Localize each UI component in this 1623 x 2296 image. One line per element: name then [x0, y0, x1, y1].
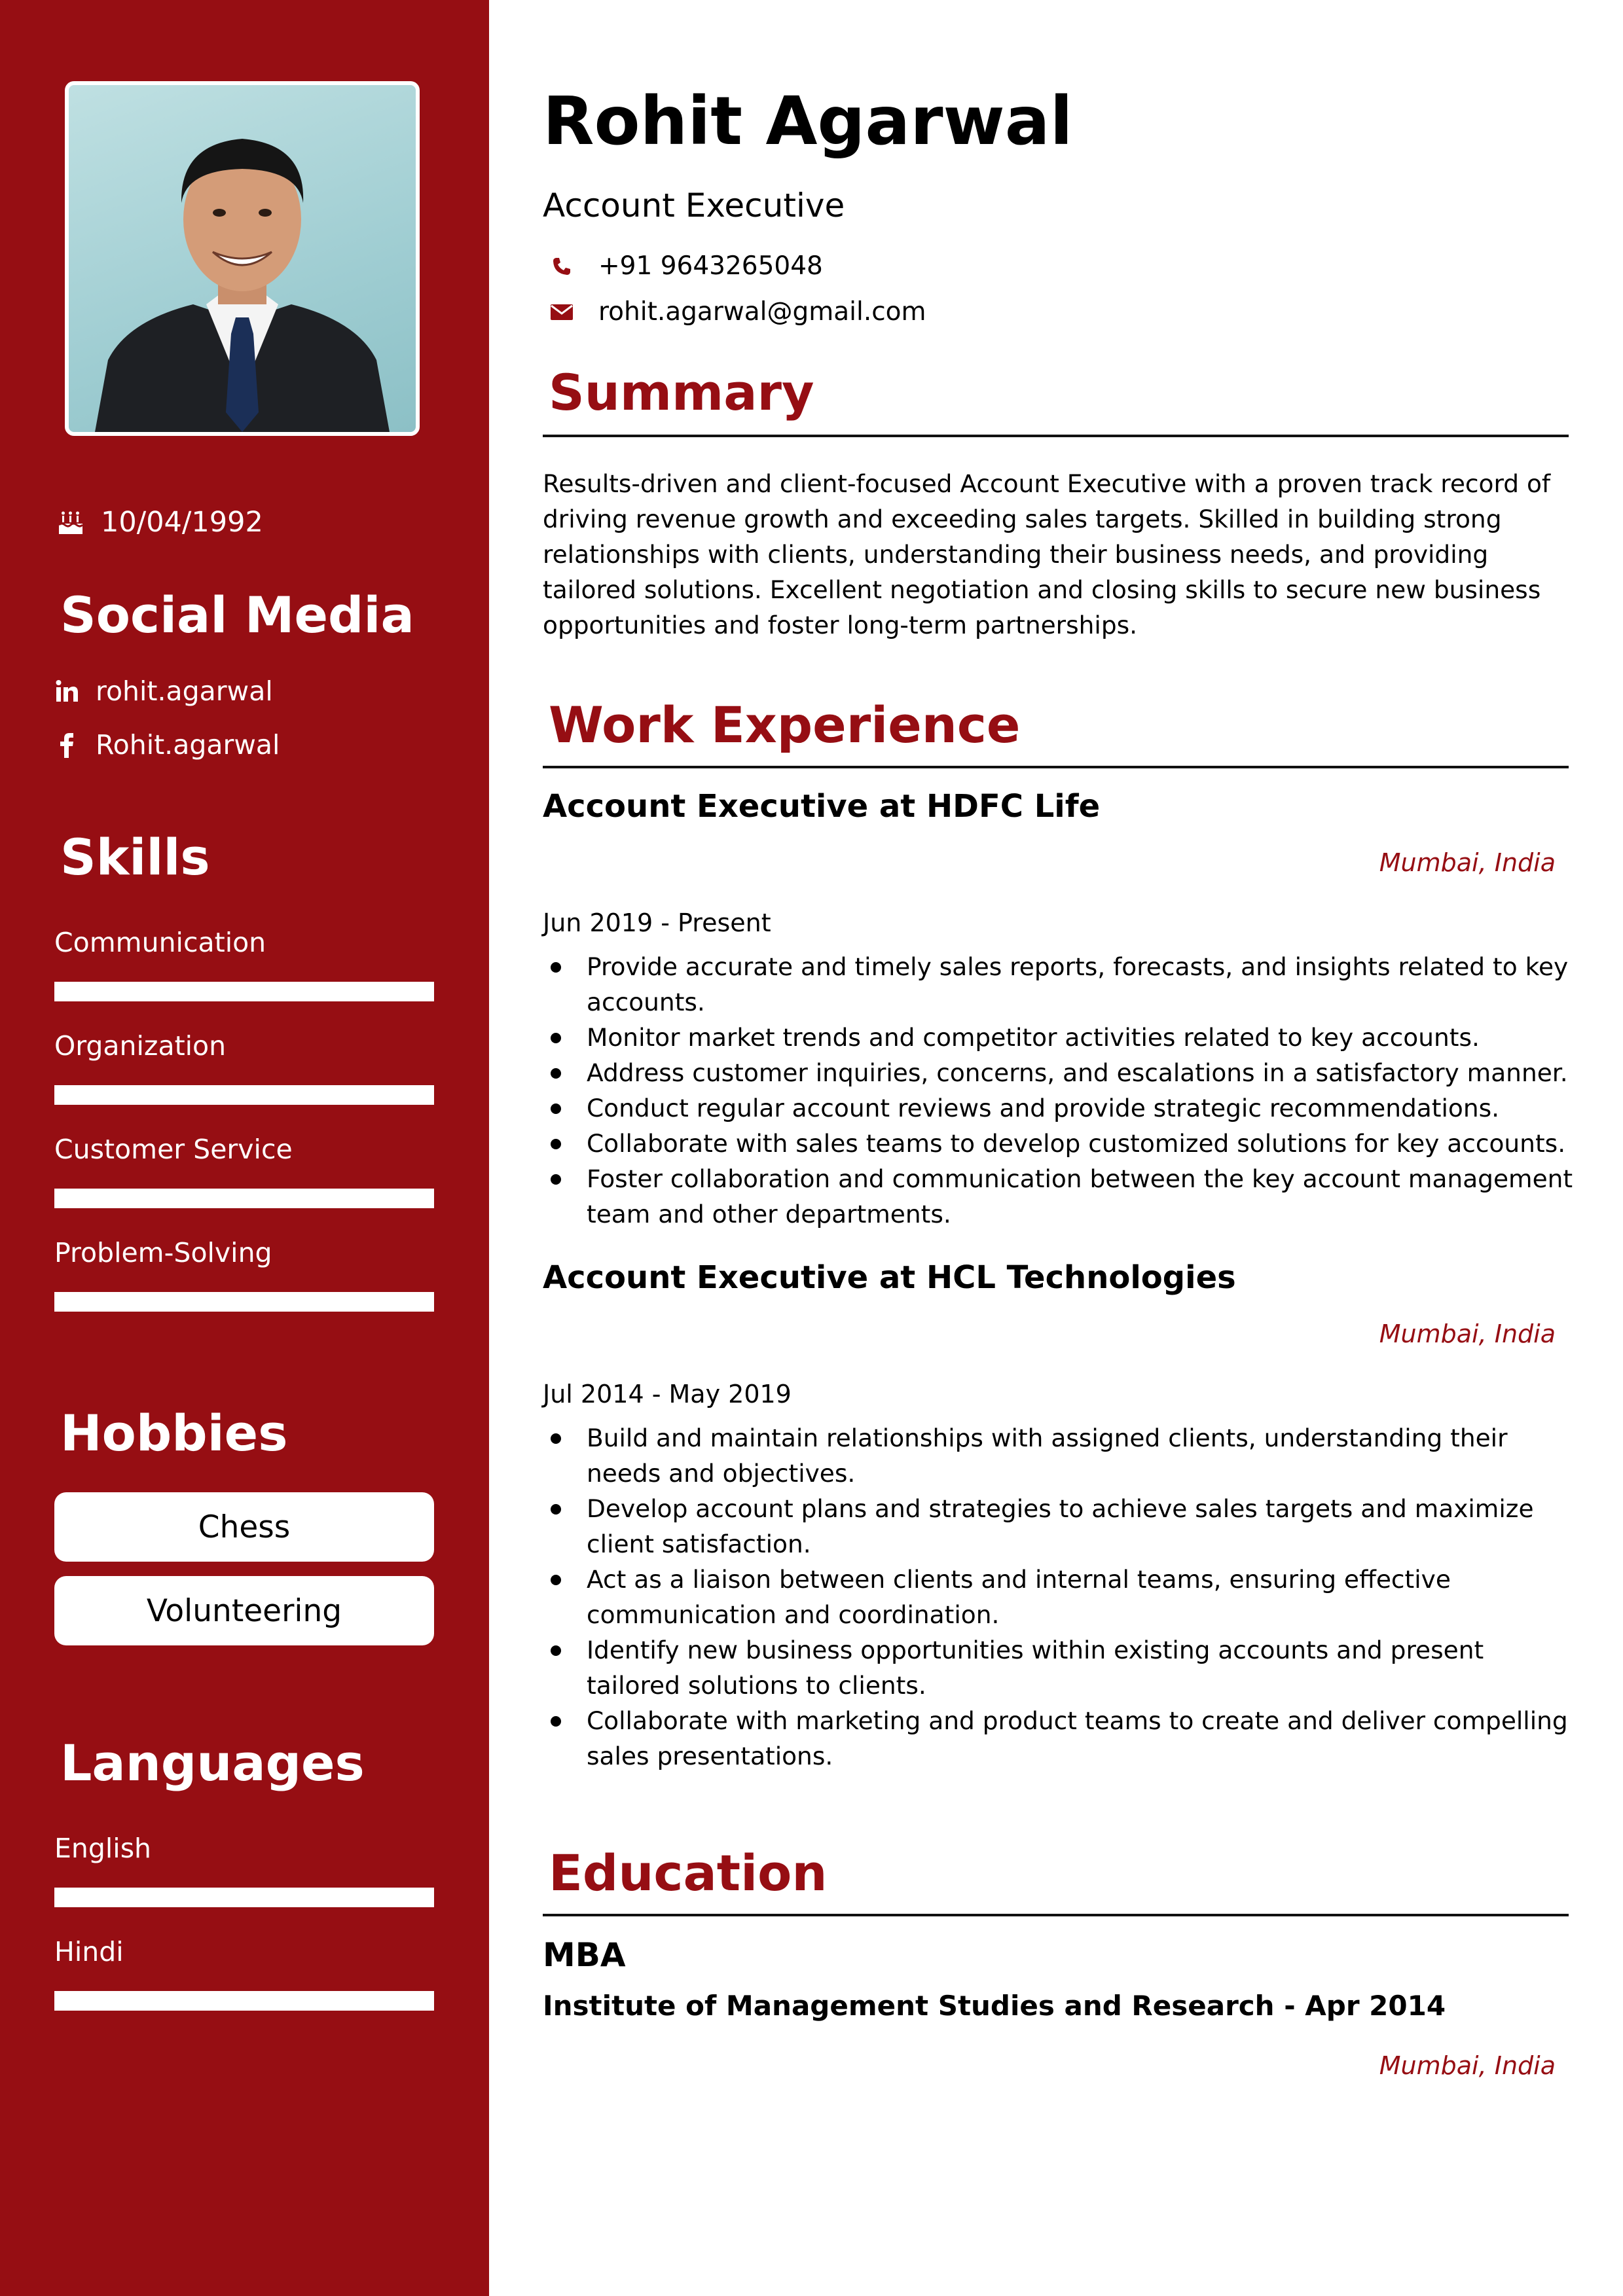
skills-heading: Skills [60, 828, 210, 886]
institution: Institute of Management Studies and Research - Apr 2014 [543, 1990, 1446, 2022]
birthday-cake-icon [56, 508, 85, 537]
section-divider [543, 435, 1569, 437]
person-portrait-icon [69, 85, 416, 432]
language-label: English [54, 1833, 152, 1864]
contact-email[interactable] [550, 297, 926, 327]
job-responsibilities [543, 949, 1577, 1232]
hobby-chip: Volunteering [54, 1576, 434, 1645]
contact-phone[interactable] [550, 251, 823, 281]
summary-text: Results-driven and client-focused Account Executive with a proven track record of driving revenue growth and exceeding sales targets. Skilled in building strong relationships with clients, understanding their business needs, and providing tailored solutions. Excellent negotiation and closing skills to secure new business opportunities and foster long-term partnerships. [543, 469, 1551, 639]
skill-label: Customer Service [54, 1134, 293, 1165]
list-item: Collaborate with sales teams to develop customized solutions for key accounts. [543, 1126, 1577, 1161]
languages-heading: Languages [60, 1734, 365, 1792]
degree: MBA [543, 1936, 626, 1974]
profile-photo [65, 81, 420, 436]
list-item: Collaborate with marketing and product teams to create and deliver compelling sales presentations. [543, 1703, 1577, 1774]
phone-icon [550, 255, 574, 278]
facebook-handle: Rohit.agarwal [96, 729, 280, 761]
list-item: Address customer inquiries, concerns, and escalations in a satisfactory manner. [543, 1055, 1577, 1090]
list-item: Provide accurate and timely sales reports, forecasts, and insights related to key accounts. [543, 949, 1577, 1020]
job-dates: Jun 2019 - Present [543, 908, 771, 937]
hobbies-heading: Hobbies [60, 1404, 288, 1462]
education-heading: Education [549, 1844, 828, 1902]
candidate-name: Rohit Agarwal [543, 82, 1073, 160]
language-bar [54, 1888, 434, 1907]
phone-value: +91 9643265048 [598, 251, 823, 281]
skill-label: Communication [54, 927, 266, 958]
list-item: Foster collaboration and communication between the key account management team and other departments. [543, 1161, 1577, 1232]
section-divider [543, 766, 1569, 768]
list-item: Develop account plans and strategies to achieve sales targets and maximize client satisfaction. [543, 1491, 1577, 1562]
social-media-heading: Social Media [60, 586, 414, 644]
job-title: Account Executive at HCL Technologies [543, 1259, 1236, 1296]
list-item: Build and maintain relationships with assigned clients, understanding their needs and objectives. [543, 1420, 1577, 1491]
hobby-chip: Chess [54, 1492, 434, 1562]
list-item: Conduct regular account reviews and provide strategic recommendations. [543, 1090, 1577, 1126]
summary-heading: Summary [549, 363, 814, 422]
skill-bar [54, 1189, 434, 1208]
list-item: Identify new business opportunities within existing accounts and present tailored solutions to clients. [543, 1632, 1577, 1703]
work-experience-heading: Work Experience [549, 696, 1021, 754]
job-location: Mumbai, India [1379, 848, 1556, 877]
linkedin-icon [54, 678, 80, 704]
education-location: Mumbai, India [1379, 2051, 1556, 2080]
skill-label: Problem-Solving [54, 1237, 272, 1268]
skill-bar [54, 1085, 434, 1105]
job-responsibilities [543, 1420, 1577, 1774]
job-dates: Jul 2014 - May 2019 [543, 1380, 792, 1408]
facebook-icon [54, 732, 80, 758]
candidate-title: Account Executive [543, 187, 845, 224]
skill-bar [54, 1292, 434, 1312]
sidebar [0, 0, 489, 2296]
dob-value: 10/04/1992 [101, 506, 263, 539]
language-bar [54, 1991, 434, 2011]
list-item: Act as a liaison between clients and internal teams, ensuring effective communication and coordination. [543, 1562, 1577, 1632]
skill-label: Organization [54, 1030, 227, 1062]
envelope-icon [550, 300, 574, 324]
skill-bar [54, 982, 434, 1001]
section-divider [543, 1914, 1569, 1916]
email-value: rohit.agarwal@gmail.com [598, 297, 926, 327]
list-item: Monitor market trends and competitor activities related to key accounts. [543, 1020, 1577, 1055]
social-item-linkedin[interactable] [54, 675, 273, 707]
job-location: Mumbai, India [1379, 1319, 1556, 1348]
date-of-birth [56, 503, 263, 542]
language-label: Hindi [54, 1936, 124, 1967]
social-item-facebook[interactable] [54, 729, 280, 761]
linkedin-handle: rohit.agarwal [96, 675, 273, 707]
job-title: Account Executive at HDFC Life [543, 788, 1101, 825]
